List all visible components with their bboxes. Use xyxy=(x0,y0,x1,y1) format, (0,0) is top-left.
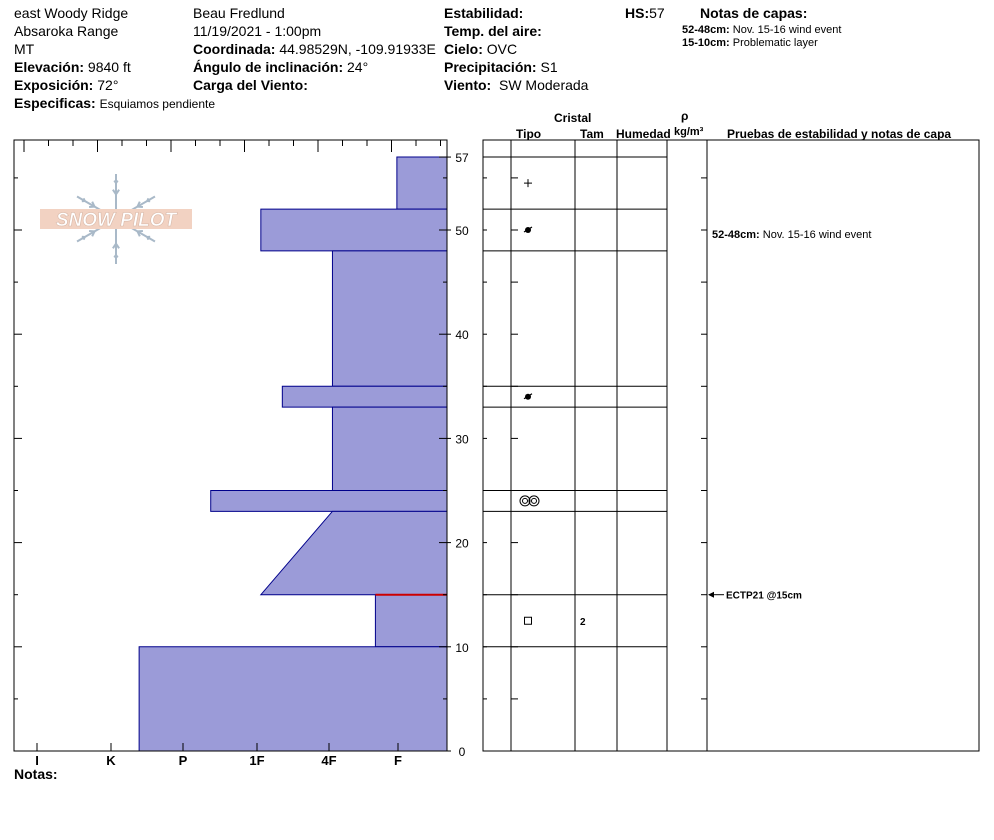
slope-label: Ángulo de inclinación: xyxy=(193,59,344,75)
coord-value: 44.98529N, -109.91933E xyxy=(279,41,436,57)
specifics-label: Especificas: xyxy=(14,95,96,111)
observer: Beau Fredlund xyxy=(193,5,285,21)
hardness-layer xyxy=(282,386,447,407)
side-note-range: 52-48cm: xyxy=(712,229,763,241)
notes-label: Notas: xyxy=(14,766,58,782)
flake-branch xyxy=(147,198,148,201)
crystal-melt-freeze-icon xyxy=(523,498,528,503)
sky-label: Cielo: xyxy=(444,41,483,57)
precip-value: S1 xyxy=(540,59,558,75)
layer-note-range: 52-48cm: xyxy=(682,24,730,36)
depth-tick-label: 0 xyxy=(458,745,466,759)
stability-test-result: ECTP21 @15cm xyxy=(726,590,802,602)
depth-tick-label: 20 xyxy=(455,536,469,551)
wind-load-label: Carga del Viento: xyxy=(193,77,308,93)
state: MT xyxy=(14,41,35,57)
annotations xyxy=(708,229,871,602)
depth-tick-label: 57 xyxy=(455,151,469,166)
wind-label: Viento: xyxy=(444,77,492,93)
depth-tick-label: 50 xyxy=(455,224,469,238)
logo-text: SNOW PILOT xyxy=(55,210,177,231)
depth-tick-label: 30 xyxy=(455,432,469,447)
crystal-faceted-icon xyxy=(525,617,532,624)
hardness-tick-label: I xyxy=(35,753,39,768)
side-note-text: Nov. 15-16 wind event xyxy=(762,229,872,241)
location-name: east Woody Ridge xyxy=(14,5,129,21)
sky-value: OVC xyxy=(486,41,518,57)
flake-branch xyxy=(116,255,118,257)
layer-note-text: Problematic layer xyxy=(732,37,818,49)
aspect-value: 72° xyxy=(97,77,119,93)
hardness-layer xyxy=(261,511,447,594)
crystal-header: Cristal xyxy=(554,111,592,125)
elevation-value: 9840 ft xyxy=(87,59,131,75)
depth-tick-label: 40 xyxy=(455,328,469,343)
specifics-value: Esquiamos pendiente xyxy=(99,97,216,111)
coord-label: Coordinada: xyxy=(193,41,276,57)
hardness-tick-label: F xyxy=(394,753,402,768)
datetime: 11/19/2021 - 1:00pm xyxy=(193,23,322,39)
elevation-label: Elevación: xyxy=(14,59,85,75)
slope-value: 24° xyxy=(347,59,369,75)
hardness-layer xyxy=(211,491,447,512)
hs-label: HS: xyxy=(625,5,650,21)
hardness-layer xyxy=(332,251,447,386)
precip-label: Precipitación: xyxy=(444,59,537,75)
flake-branch xyxy=(84,237,85,240)
crystal-melt-freeze-icon xyxy=(532,498,537,503)
hardness-layer xyxy=(332,407,447,490)
snowpilot-logo xyxy=(40,174,192,264)
crystal-size: 2 xyxy=(580,616,586,628)
layer-note-text: Nov. 15-16 wind event xyxy=(732,24,842,36)
hardness-layer xyxy=(261,209,447,251)
density-unit-header: kg/m³ xyxy=(674,126,704,138)
layer-note-range: 15-10cm: xyxy=(682,37,730,49)
flake-branch xyxy=(114,181,116,183)
hardness-layer xyxy=(375,595,447,647)
hardness-layer xyxy=(139,647,447,751)
depth-tick-label: 10 xyxy=(455,640,469,655)
test-arrow-head xyxy=(708,592,714,598)
aspect-label: Exposición: xyxy=(14,77,94,93)
size-header: Tam xyxy=(580,127,604,141)
layer-notes-title: Notas de capas: xyxy=(700,5,808,21)
tests-header: Pruebas de estabilidad y notas de capa xyxy=(727,127,952,141)
air-temp-label: Temp. del aire: xyxy=(444,23,542,39)
hardness-tick-label: P xyxy=(178,753,188,768)
hardness-tick-label: 1F xyxy=(249,753,265,768)
moisture-header: Humedad xyxy=(616,127,671,141)
mountain-range: Absaroka Range xyxy=(14,23,119,39)
hardness-layer xyxy=(397,157,447,209)
type-header: Tipo xyxy=(516,127,542,141)
hardness-tick-label: K xyxy=(106,753,116,768)
stability-label: Estabilidad: xyxy=(444,5,524,21)
hardness-profile xyxy=(139,157,447,751)
hardness-tick-label: 4F xyxy=(321,753,337,768)
side-layer-note xyxy=(712,229,871,241)
hs-value: 57 xyxy=(649,5,665,21)
rho-header: ρ xyxy=(681,109,689,123)
wind-value: SW Moderada xyxy=(498,77,589,93)
